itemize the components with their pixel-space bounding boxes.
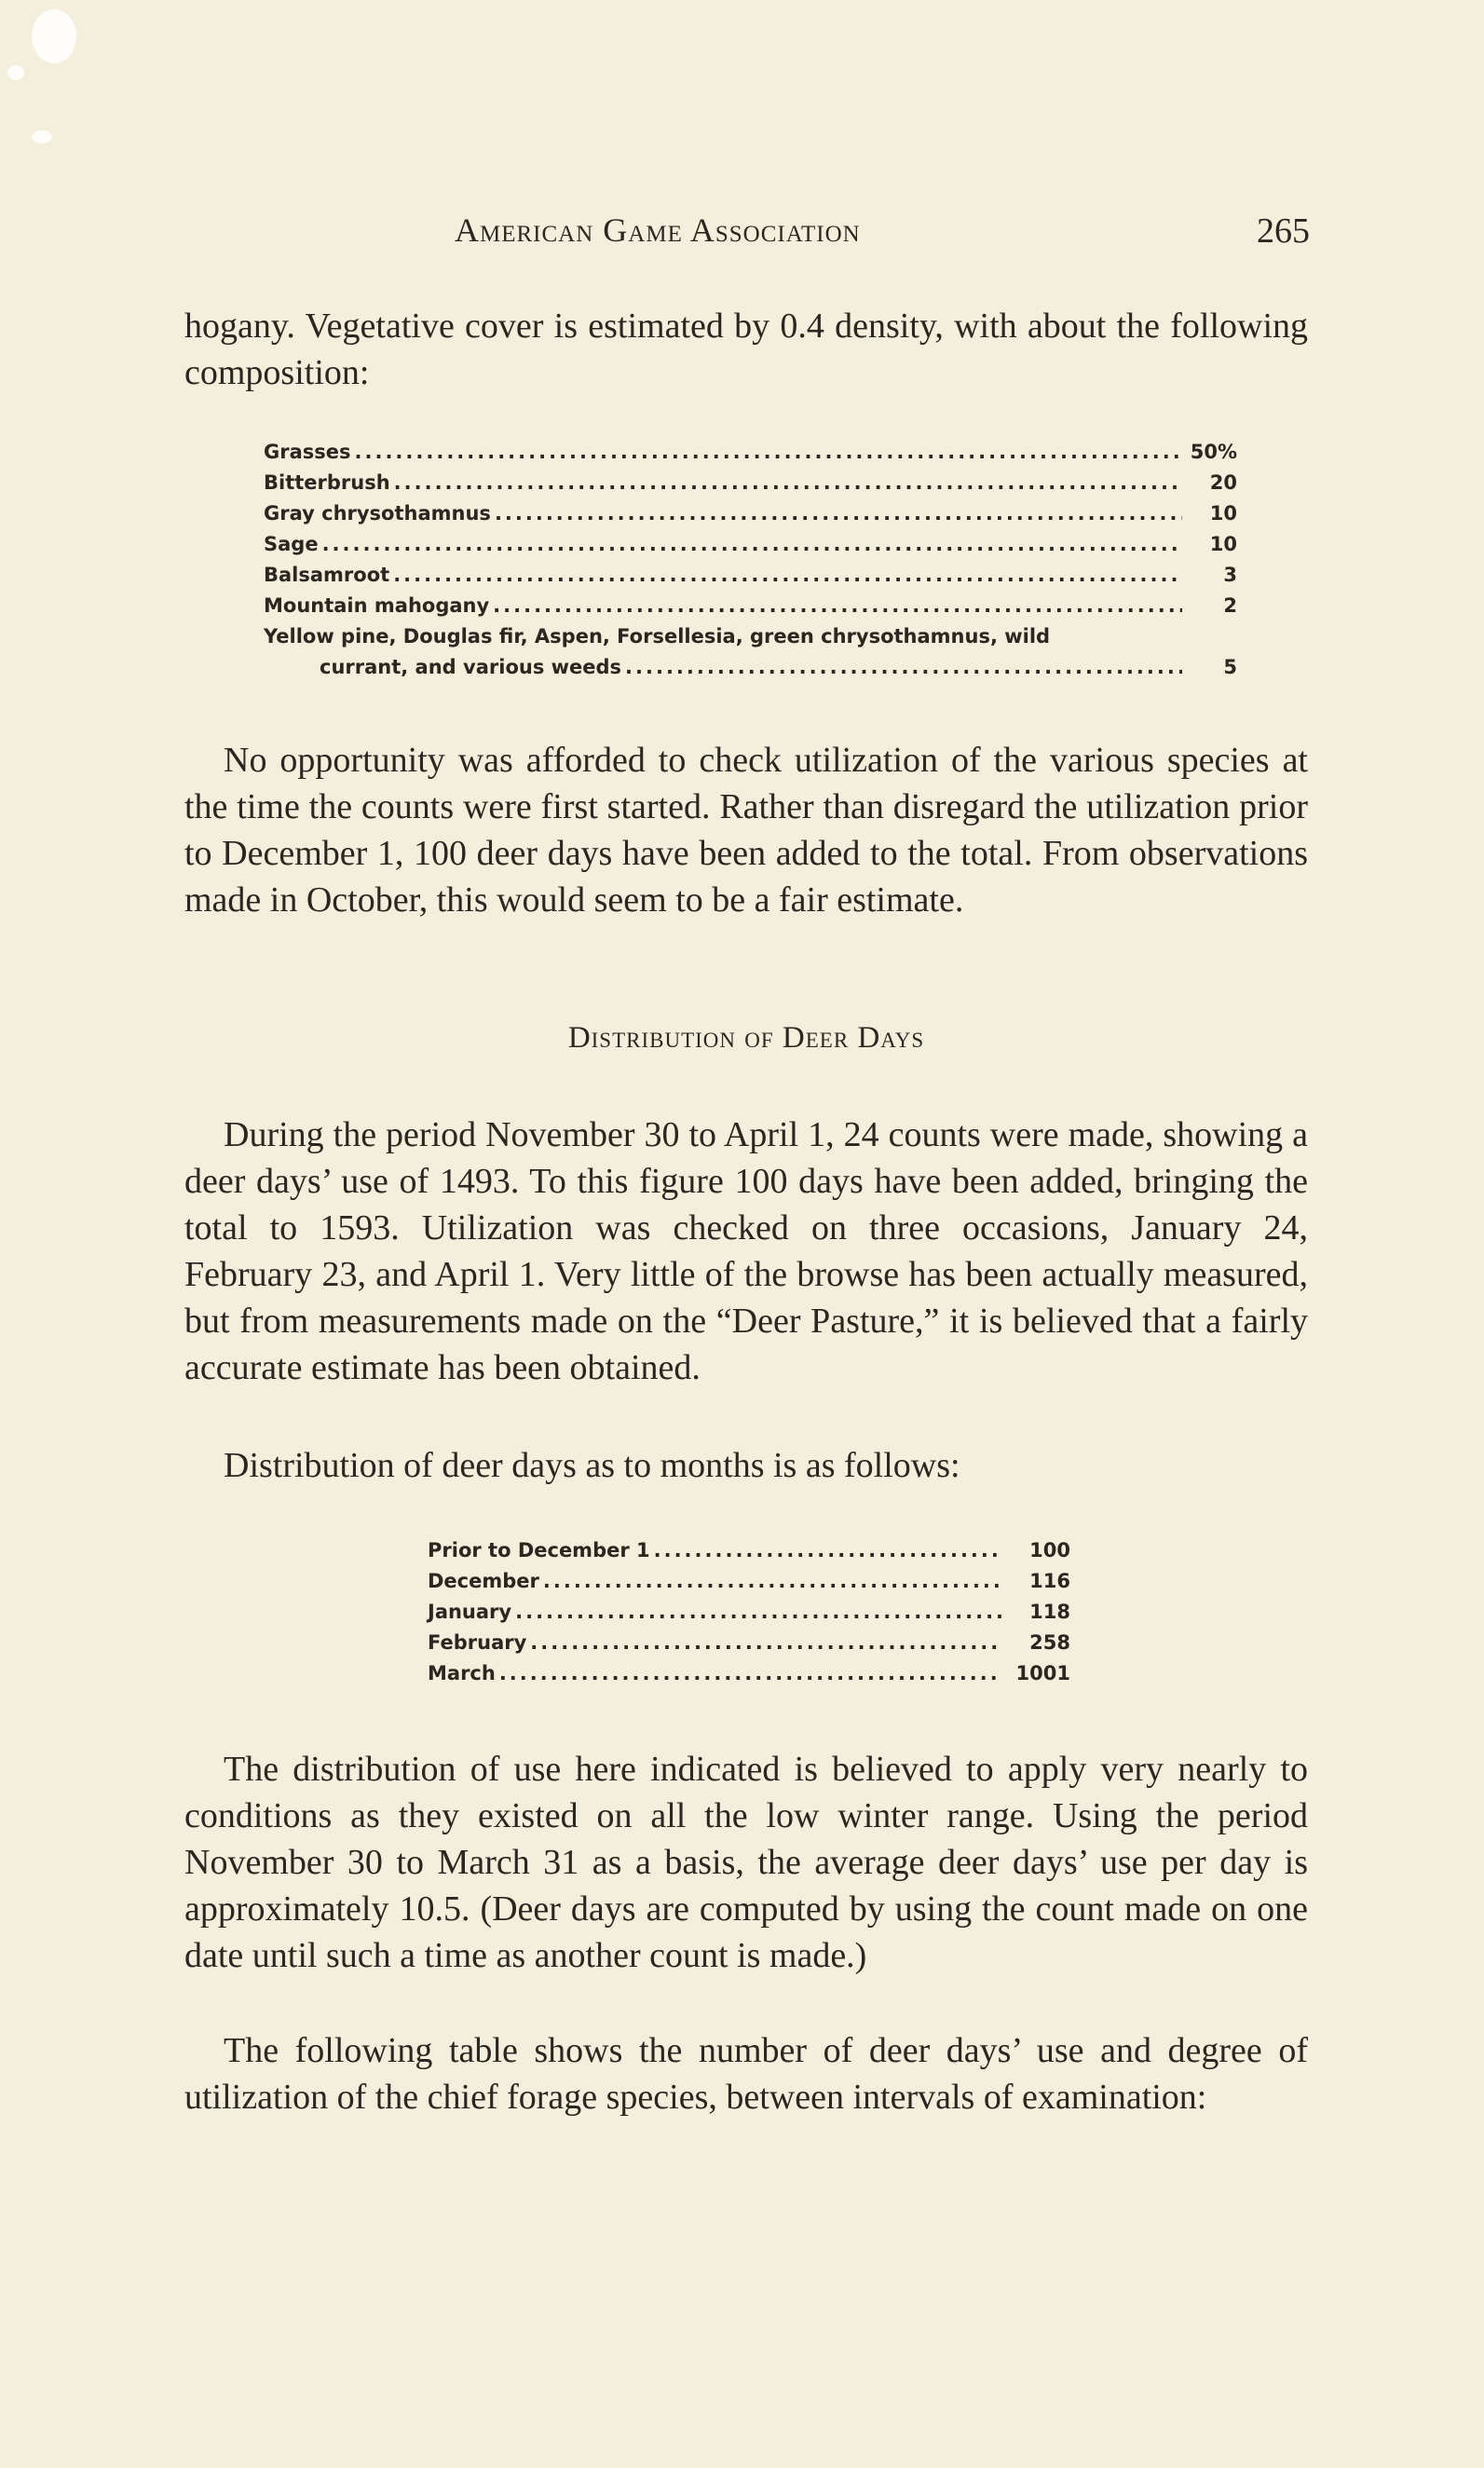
header-title: American Game Association: [455, 211, 861, 249]
list-item: [264, 502, 1237, 533]
leader-dots: [393, 564, 1182, 586]
monthly-distribution-list: [428, 1539, 1070, 1693]
running-header: [183, 211, 1310, 257]
list-item: [264, 441, 1237, 471]
paragraph-distribution-intro: Distribution of deer days as to months is as follows:: [224, 1446, 960, 1485]
month-label: December: [428, 1570, 539, 1592]
month-value: 100: [1029, 1539, 1070, 1561]
list-item: [264, 594, 1237, 625]
list-item: [264, 471, 1237, 502]
leader-dots: [515, 1601, 1001, 1623]
item-label-line2: currant, and various weeds: [320, 656, 622, 678]
leader-dots: [495, 502, 1182, 525]
item-label: Gray chrysothamnus: [264, 502, 491, 525]
list-item: [428, 1631, 1070, 1662]
composition-list: [264, 441, 1237, 687]
month-value: 118: [1029, 1601, 1070, 1623]
list-item: [264, 656, 1237, 687]
item-label: Bitterbrush: [264, 471, 390, 494]
item-label: Grasses: [264, 441, 351, 463]
item-value: 3: [1223, 564, 1237, 586]
section-heading: Distribution of Deer Days: [567, 1021, 925, 1055]
paragraph-use-distribution: The distribution of use here indicated is believed to apply very nearly to conditions as they existed on all the low winter range. Using the period November 30 to March 31 as a basis, the average deer days’ use per day is approximately 10.5. (Deer days are computed by using the count made on one date until such a time as another count is made.): [184, 1750, 1308, 1975]
page-number: 265: [1257, 211, 1310, 251]
paragraph-vegetative-cover: hogany. Vegetative cover is estimated by 0.4 density, with about the following composition:: [184, 307, 1308, 392]
paragraph-counts: During the period November 30 to April 1, 24 counts were made, showing a deer days’ use of 1493. To this figure 100 days have been added, bringing the total to 1593. Utilization was checked on three occasions, January 24, February 23, and April 1. Very little of the browse has been actually measured, but from measurements made on the “Deer Pasture,” it is believed that a fairly accurate estimate has been obtained.: [184, 1115, 1308, 1387]
item-value: 2: [1223, 594, 1237, 617]
item-value: 50%: [1190, 441, 1237, 463]
paragraph-table-intro: The following table shows the number of deer days’ use and degree of utilization of the chief forage species, between intervals of examination:: [184, 2031, 1308, 2117]
item-label: Mountain mahogany: [264, 594, 490, 617]
paper-blemish: [32, 130, 52, 143]
leader-dots: [493, 594, 1182, 617]
item-value: 10: [1209, 502, 1237, 525]
item-label-line1: Yellow pine, Douglas fir, Aspen, Forsellesia, green chrysothamnus, wild: [264, 625, 1051, 648]
month-label: January: [428, 1601, 512, 1623]
item-label: Sage: [264, 533, 319, 555]
list-item: [428, 1662, 1070, 1693]
paragraph-utilization: No opportunity was afforded to check utilization of the various species at the time the counts were first started. Rather than disregard the utilization prior to December 1, 100 deer days have been added to the total. From observations made in October, this would seem to be a fair estimate.: [184, 741, 1308, 920]
leader-dots: [530, 1631, 1001, 1654]
leader-dots: [543, 1570, 1001, 1592]
item-value: 10: [1209, 533, 1237, 555]
month-value: 1001: [1015, 1662, 1070, 1684]
list-item: [264, 533, 1237, 564]
list-item: [264, 564, 1237, 594]
item-value: 20: [1209, 471, 1237, 494]
month-value: 116: [1029, 1570, 1070, 1592]
list-item: [428, 1601, 1070, 1631]
leader-dots: [394, 471, 1182, 494]
paper-blemish: [7, 65, 24, 80]
list-item: [428, 1539, 1070, 1570]
item-value: 5: [1223, 656, 1237, 678]
leader-dots: [355, 441, 1182, 463]
month-value: 258: [1029, 1631, 1070, 1654]
item-label: Balsamroot: [264, 564, 390, 586]
leader-dots: [654, 1539, 1001, 1561]
paper-blemish: [32, 9, 76, 63]
month-label: Prior to December 1: [428, 1539, 650, 1561]
leader-dots: [625, 656, 1182, 678]
list-item: [428, 1570, 1070, 1601]
month-label: February: [428, 1631, 527, 1654]
leader-dots: [322, 533, 1182, 555]
leader-dots: [499, 1662, 1001, 1684]
month-label: March: [428, 1662, 496, 1684]
